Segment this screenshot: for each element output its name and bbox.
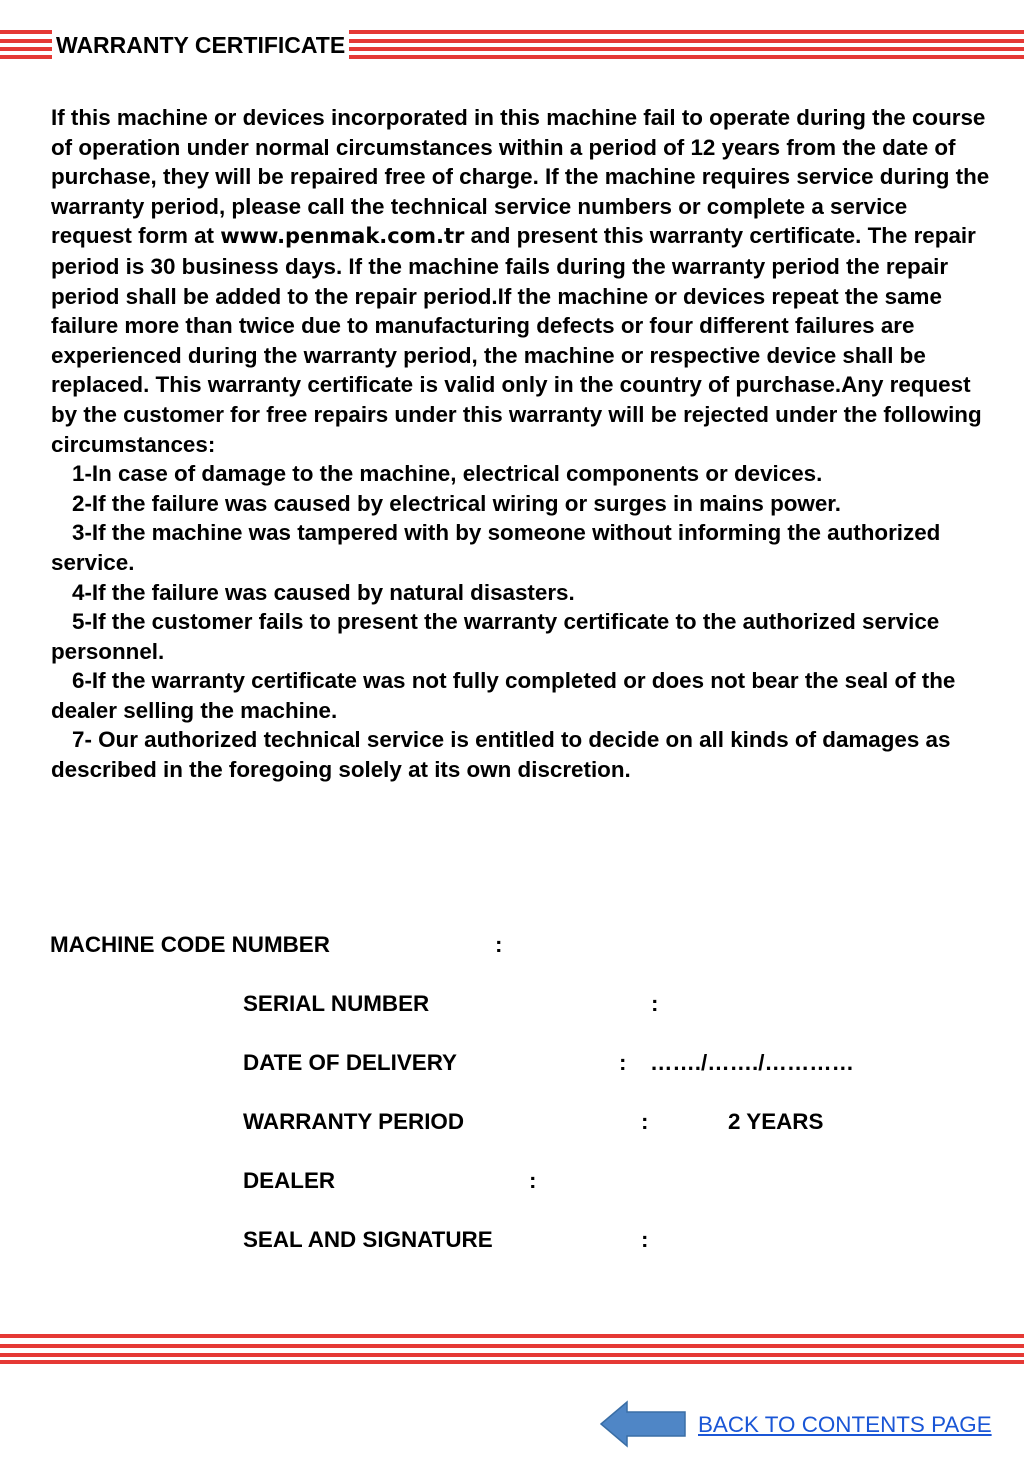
clause-item: 3-If the machine was tampered with by someone without informing the authorized service.	[51, 520, 941, 575]
machine-code-colon: :	[495, 932, 503, 957]
clause-item: 7- Our authorized technical service is entitled to decide on all kinds of damages as described in the foregoing solely at its own discretion.	[51, 727, 951, 783]
clause-item: 5-If the customer fails to present the warranty certificate to the authorized service personnel.	[51, 609, 940, 664]
page-title: WARRANTY CERTIFICATE	[52, 29, 349, 61]
intro-paragraph	[51, 103, 991, 459]
back-to-contents-link[interactable]: BACK TO CONTENTS PAGE	[698, 1412, 992, 1437]
warranty-period-value: 2 YEARS	[728, 1109, 824, 1134]
warranty-period-label: WARRANTY PERIOD	[243, 1109, 465, 1134]
machine-code-label: MACHINE CODE NUMBER	[50, 932, 330, 957]
clause-item: 2-If the failure was caused by electrical wiring or surges in mains power.	[72, 490, 841, 516]
footer-stripes	[0, 1334, 1024, 1364]
footer-stripe	[0, 1360, 1024, 1364]
intro-text-after-url: and present this warranty certificate. The repair period is 30 business days. If the machine fails during the warranty period the repair period shall be added to the repair period.If the machine or devices repeat the same failure more than twice due to manufacturing defects or four different failures are experienced during the warranty period, the machine or respective device shall be replaced. This warranty certificate is valid only in the country of purchase.Any request by the customer for free repairs under this warranty will be rejected under the following circumstances:	[51, 223, 982, 457]
seal-signature-label: SEAL AND SIGNATURE	[243, 1227, 493, 1252]
delivery-date-colon: :	[619, 1050, 627, 1075]
warranty-period-colon: :	[641, 1109, 649, 1134]
warranty-terms	[51, 103, 991, 785]
footer-stripe	[0, 1334, 1024, 1338]
website-url: www.penmak.com.tr	[220, 224, 465, 249]
seal-signature-colon: :	[641, 1227, 649, 1252]
serial-number-colon: :	[651, 991, 659, 1016]
dealer-label: DEALER	[243, 1168, 336, 1193]
clause-item: 6-If the warranty certificate was not fully completed or does not bear the seal of the dealer selling the machine.	[51, 668, 956, 723]
clause-item: 1-In case of damage to the machine, electrical components or devices.	[72, 461, 823, 487]
delivery-date-label: DATE OF DELIVERY	[243, 1050, 457, 1075]
back-to-contents-nav[interactable]	[600, 1400, 1020, 1450]
delivery-date-value: ……./……./…………	[650, 1050, 855, 1075]
footer-stripe	[0, 1353, 1024, 1357]
clause-item: 4-If the failure was caused by natural disasters.	[72, 579, 575, 605]
serial-number-label: SERIAL NUMBER	[243, 991, 430, 1016]
left-arrow-icon[interactable]	[600, 1400, 686, 1450]
dealer-colon: :	[529, 1168, 537, 1193]
footer-stripe	[0, 1344, 1024, 1348]
intro-text-before-url: If this machine or devices incorporated in this machine fail to operate during the course of operation under normal circumstances within a period of 12 years from the date of purchase, they will be repaired free of charge. If the machine requires service during the warranty period, please call the technical service numbers or complete a service request form at	[51, 105, 990, 249]
